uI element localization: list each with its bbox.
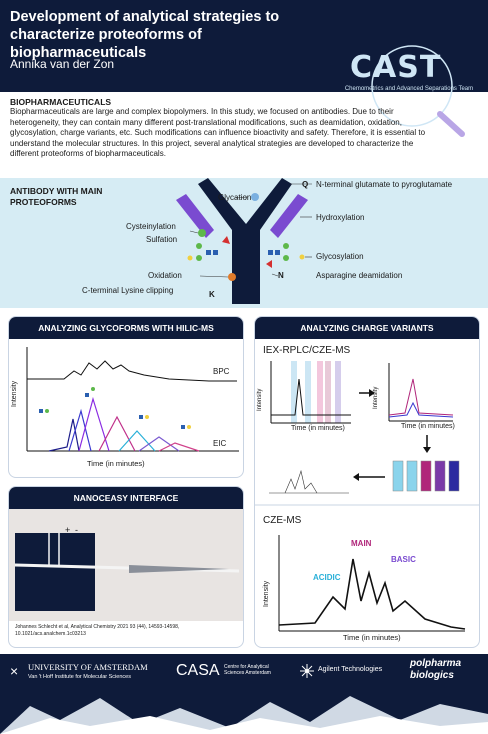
nano-panel [8,486,244,648]
label-sulfation: Sulfation [146,235,178,244]
agilent-icon [300,664,314,678]
cze-xlabel: Time (in minutes) [343,633,401,642]
uva-icon [10,662,24,680]
charge-diagram [255,339,480,648]
cast-logo-subtitle: Chemometrics and Advanced Separations Team [344,86,474,92]
label-deamidation: Asparagine deamidation [316,271,403,280]
label-k: K [209,290,215,299]
intro-section [10,97,430,159]
header [0,0,488,92]
polpharma-line2: biologics [410,670,454,681]
cze-ylabel: Intensity [263,580,270,607]
label-cysteinylation: Cysteinylation [126,222,176,231]
hilic-panel [8,316,244,478]
iex-ylabel: Intensity [257,388,263,411]
polpharma-line1: polpharma [410,658,462,669]
uva-name: UNIVERSITY OF AMSTERDAM [28,662,148,672]
acidic-label: ACIDIC [313,573,341,582]
hilic-title: ANALYZING GLYCOFORMS WITH HILIC-MS [9,317,243,339]
antibody-section [0,178,488,308]
author: Annika van der Zon [10,57,115,71]
charge-title: ANALYZING CHARGE VARIANTS [255,317,479,339]
iex-detail-xlabel: Time (in minutes) [401,423,455,430]
charge-panel [254,316,480,648]
label-pyroglutamate: N-terminal glutamate to pyroglutamate [316,180,453,189]
hilic-ylabel: Intensity [11,380,18,407]
basic-label: BASIC [391,555,416,564]
casa-subtitle: Centre for Analytical Sciences Amsterdam [224,664,271,676]
iex-xlabel: Time (in minutes) [291,425,345,432]
poster-title: Development of analytical strategies to characterize proteoforms of biopharmaceuticals [10,9,280,61]
nano-minus: - [75,525,78,535]
cze-subtitle: CZE-MS [263,515,302,526]
iex-subtitle: IEX-RPLC/CZE-MS [263,345,351,356]
nano-citation: Johannes Schlecht et al, Analytical Chemistry 2021 93 (44), 14593-14598, 10.1021/acs.analchem.1c03213 [15,624,180,637]
intro-text: Biopharmaceuticals are large and complex biopolymers. In this study, we focused on antibodies. Due to their heterogeneity, they can contain many different post-translational modifications, such as deamidation, oxidation, glycosylation, charge variants, etc. Such modifications can influence bioactivity and safety. Therefore, it is essential to understand the molecular structures. In this project, several analytical strategies are developed to characterize the different proteoforms of biopharmaceuticals. [10,107,426,159]
label-glycosylation: Glycosylation [316,252,364,261]
label-glycation: Glycation [218,193,252,202]
label-hydroxylation: Hydroxylation [316,213,365,222]
bpc-label: BPC [213,367,230,376]
cast-logo-text: CAST [350,50,442,85]
intro-heading: BIOPHARMACEUTICALS [10,97,112,107]
agilent-name: Agilent Technologies [318,666,383,673]
label-clipping: C-terminal Lysine clipping [82,286,174,295]
label-q: Q [302,180,309,189]
uva-subtitle: Van 't Hoff Institute for Molecular Sciences [28,674,131,680]
antibody-title: ANTIBODY WITH MAIN PROTEOFORMS [10,186,103,207]
nano-plus: + [65,525,71,535]
nano-title: NANOCEASY INTERFACE [9,487,243,509]
hilic-xlabel: Time (in minutes) [87,459,145,468]
nano-interface-image [9,509,244,621]
label-oxidation: Oxidation [148,271,182,280]
svg-text:×: × [10,663,19,679]
footer [0,654,488,734]
casa-name: CASA [176,662,220,679]
label-n: N [278,271,284,280]
hilic-chart [9,339,244,478]
main-label: MAIN [351,539,372,548]
eic-label: EIC [213,439,227,448]
iex-detail-ylabel: Intensity [373,386,379,409]
